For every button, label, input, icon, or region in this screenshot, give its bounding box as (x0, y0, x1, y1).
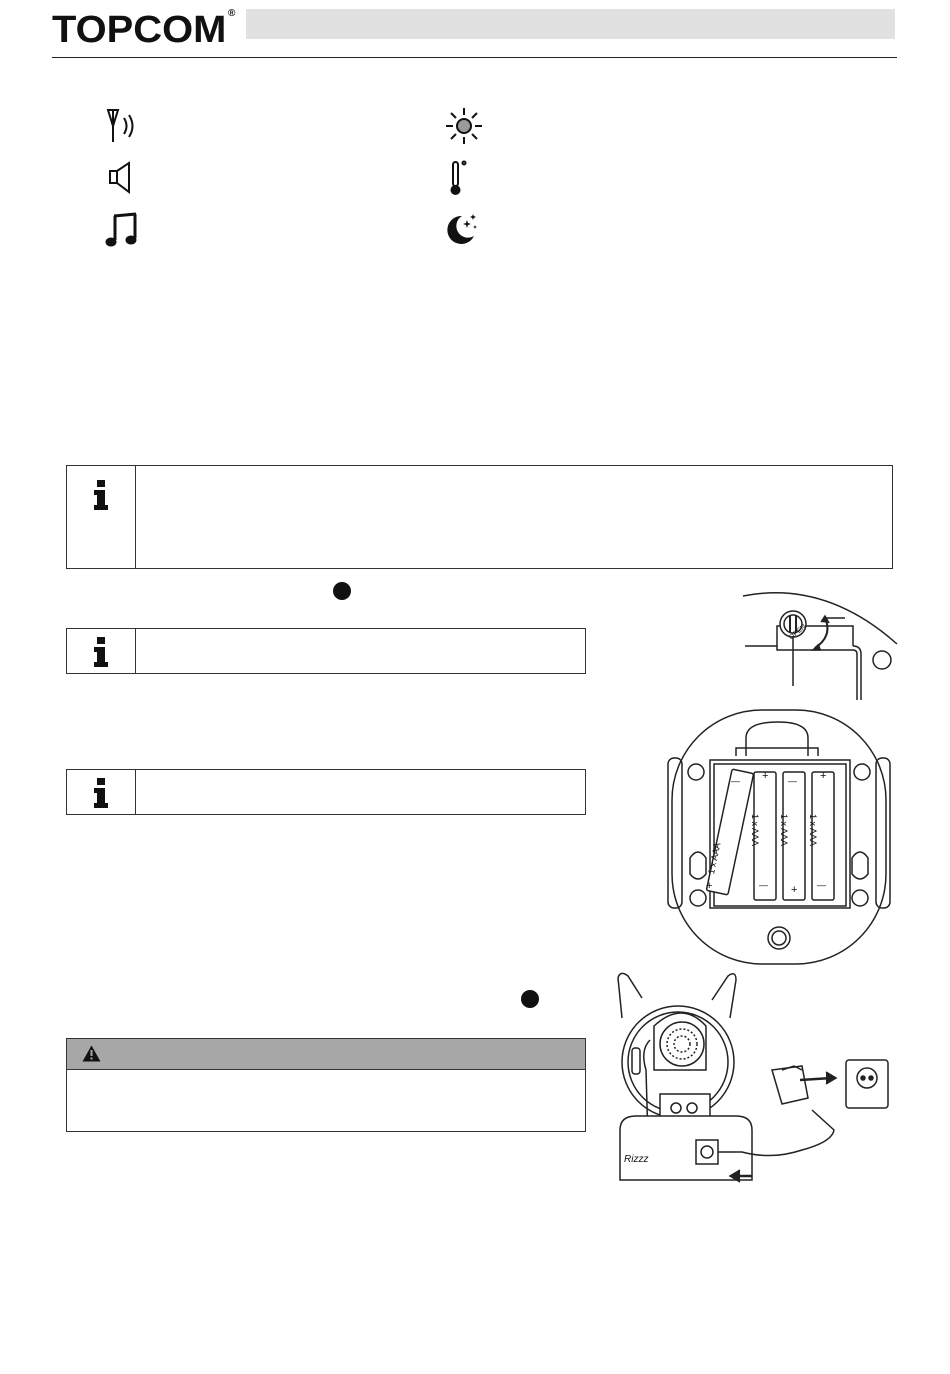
battery-minus-3: — (788, 776, 797, 786)
info-icon-cell (67, 770, 136, 814)
info-icon-cell (67, 629, 136, 673)
battery-label-3: 1 x AAA (779, 814, 789, 847)
battery-minus-1: — (731, 776, 740, 786)
step-marker-2 (521, 990, 539, 1008)
battery-minus-4: — (817, 880, 826, 890)
camera-brand-mark: Rizzz (624, 1154, 649, 1165)
brand-name: TOPCOM (52, 9, 227, 51)
music-note-icon (102, 210, 142, 250)
open-arrow-label: OPEN (788, 623, 808, 642)
info-note-box-1 (66, 465, 893, 569)
warning-box (66, 1038, 586, 1132)
header-rule (52, 57, 897, 58)
thermometer-icon (436, 158, 476, 198)
header-bar (246, 9, 895, 39)
battery-minus-2: — (759, 880, 768, 890)
battery-cover-screw-figure (735, 588, 900, 703)
battery-label-4: 1 x AAA (808, 814, 818, 847)
info-icon (92, 778, 110, 808)
speaker-volume-icon (102, 158, 142, 198)
step-marker-1 (333, 582, 351, 600)
brightness-icon (444, 106, 484, 146)
warning-triangle-icon (82, 1045, 101, 1062)
battery-plus-2: + (762, 770, 769, 782)
info-icon-cell (67, 466, 136, 568)
info-icon (92, 480, 110, 510)
battery-plus-4: + (820, 770, 827, 782)
camera-power-adapter-figure (612, 970, 894, 1188)
topcom-logo (52, 8, 242, 52)
info-icon (92, 637, 110, 667)
antenna-signal-icon (102, 106, 142, 146)
info-note-box-2 (66, 628, 586, 674)
battery-plus-3: + (791, 884, 798, 896)
battery-label-1: 1 x AAA (706, 841, 723, 876)
registered-mark: ® (228, 8, 236, 19)
battery-label-2: 1 x AAA (750, 814, 760, 847)
info-note-box-3 (66, 769, 586, 815)
warning-header (67, 1039, 585, 1070)
battery-plus-1: + (706, 880, 713, 892)
night-light-moon-icon (440, 210, 480, 250)
